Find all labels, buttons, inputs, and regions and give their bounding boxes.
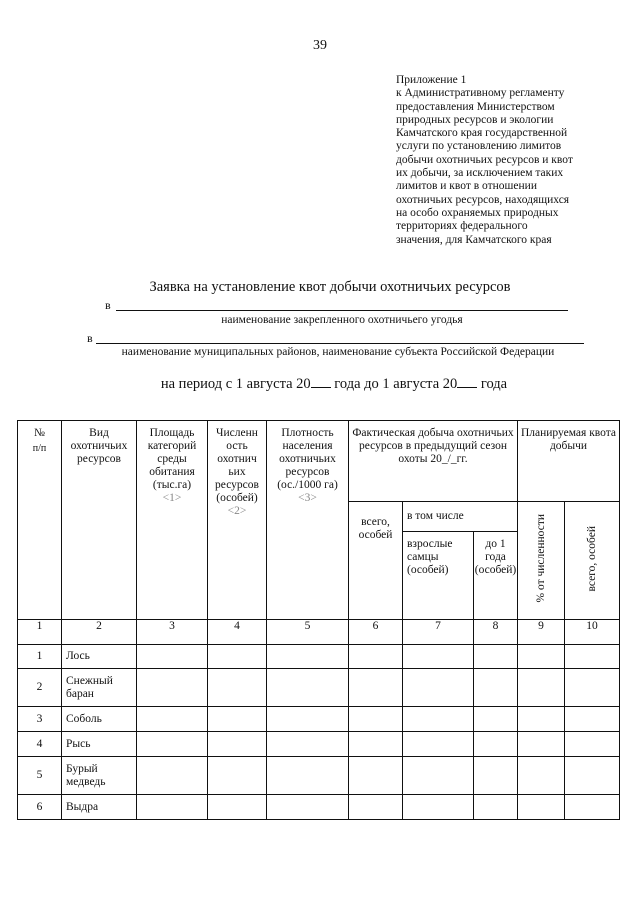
year-start-blank[interactable] — [311, 375, 331, 388]
input-cell[interactable] — [208, 757, 267, 795]
row-number: 5 — [18, 757, 62, 795]
appendix-line: предоставления Министерством — [396, 100, 555, 113]
input-cell[interactable] — [565, 732, 620, 757]
input-cell[interactable] — [518, 707, 565, 732]
column-number: 4 — [208, 620, 267, 645]
table-row — [18, 707, 620, 732]
appendix-line: территориях федерального — [396, 220, 528, 233]
table-row — [18, 645, 620, 669]
input-cell[interactable] — [403, 795, 474, 820]
input-cell[interactable] — [474, 707, 518, 732]
input-cell[interactable] — [403, 732, 474, 757]
input-cell[interactable] — [518, 795, 565, 820]
input-cell[interactable] — [349, 707, 403, 732]
input-cell[interactable] — [267, 707, 349, 732]
period-text-start: на период с 1 августа 20 — [160, 376, 311, 392]
input-cell[interactable] — [267, 732, 349, 757]
number-sub: п/п — [32, 443, 47, 454]
species-name: Снежный баран — [62, 669, 137, 707]
input-cell[interactable] — [137, 645, 208, 669]
input-cell[interactable] — [208, 645, 267, 669]
header-percent-of-count — [518, 502, 565, 620]
municipal-district-caption: наименование муниципальных районов, наименование субъекта Российской Федерации — [121, 346, 555, 358]
species-name: Бурый медведь — [62, 757, 137, 795]
table-row — [18, 669, 620, 707]
input-cell[interactable] — [349, 795, 403, 820]
percent-label: % от численности — [534, 514, 547, 603]
header-density-label: Плотность населения охотничьих ресурсов (ос./1000 га) — [277, 427, 338, 491]
page-number: 39 — [313, 38, 327, 53]
input-cell[interactable] — [267, 757, 349, 795]
input-cell[interactable] — [565, 795, 620, 820]
column-number: 10 — [565, 620, 620, 645]
row-number: 1 — [18, 645, 62, 669]
input-cell[interactable] — [474, 757, 518, 795]
input-cell[interactable] — [137, 732, 208, 757]
appendix-line: добычи охотничьих ресурсов и квот — [396, 153, 573, 166]
municipal-district-field[interactable] — [96, 329, 584, 344]
header-planned-total — [565, 502, 620, 620]
input-cell[interactable] — [403, 757, 474, 795]
hunting-ground-caption: наименование закрепленного охотничьего угодья — [221, 314, 463, 326]
appendix-line: их добычи, за исключением таких — [396, 167, 564, 180]
period-text-middle: года до 1 августа 20 — [330, 376, 458, 392]
appendix-note — [396, 74, 611, 247]
species-name: Лось — [62, 645, 137, 669]
input-cell[interactable] — [565, 669, 620, 707]
input-cell[interactable] — [137, 795, 208, 820]
table-row — [18, 732, 620, 757]
header-count-label: Численн ость охотнич ьих ресурсов (особей) — [215, 427, 259, 504]
header-area-label: Площадь категорий среды обитания (тыс.га) — [147, 427, 197, 491]
input-cell[interactable] — [208, 669, 267, 707]
field2-prefix: в — [87, 331, 93, 345]
input-cell[interactable] — [565, 707, 620, 732]
appendix-line: услуги по установлению лимитов — [396, 140, 562, 153]
header-planned-quota: Планируемая квота добычи — [518, 421, 620, 502]
appendix-line: лимитов и квот в отношении — [396, 180, 537, 193]
header-count — [208, 421, 267, 620]
input-cell[interactable] — [267, 645, 349, 669]
column-number: 2 — [62, 620, 137, 645]
input-cell[interactable] — [474, 795, 518, 820]
input-cell[interactable] — [403, 645, 474, 669]
input-cell[interactable] — [349, 645, 403, 669]
table-row — [18, 757, 620, 795]
appendix-line: природных ресурсов и экологии — [396, 113, 554, 126]
input-cell[interactable] — [137, 757, 208, 795]
column-number: 3 — [137, 620, 208, 645]
field1-prefix: в — [105, 298, 111, 312]
input-cell[interactable] — [208, 795, 267, 820]
input-cell[interactable] — [518, 645, 565, 669]
footnote-ref-2: <2> — [227, 505, 247, 517]
input-cell[interactable] — [403, 669, 474, 707]
column-number: 5 — [267, 620, 349, 645]
header-area — [137, 421, 208, 620]
input-cell[interactable] — [349, 669, 403, 707]
appendix-line: Приложение 1 — [396, 74, 467, 86]
row-number: 4 — [18, 732, 62, 757]
species-name: Выдра — [62, 795, 137, 820]
footnote-ref-1: <1> — [162, 492, 182, 504]
row-number: 2 — [18, 669, 62, 707]
species-name: Соболь — [62, 707, 137, 732]
header-actual-harvest: Фактическая добыча охотничьих ресурсов в предыдущий сезон охоты 20_/_гг. — [349, 421, 518, 502]
header-number — [18, 421, 62, 620]
input-cell[interactable] — [403, 707, 474, 732]
input-cell[interactable] — [349, 732, 403, 757]
appendix-line: Камчатского края государственной — [396, 127, 568, 140]
input-cell[interactable] — [208, 732, 267, 757]
column-number: 7 — [403, 620, 474, 645]
appendix-line: охотничьих ресурсов, находящихся — [396, 193, 570, 206]
input-cell[interactable] — [474, 732, 518, 757]
species-name: Рысь — [62, 732, 137, 757]
input-cell[interactable] — [565, 757, 620, 795]
column-number: 1 — [18, 620, 62, 645]
column-number: 6 — [349, 620, 403, 645]
input-cell[interactable] — [208, 707, 267, 732]
input-cell[interactable] — [518, 732, 565, 757]
header-under-one-year: до 1 года (особей) — [474, 532, 518, 620]
header-species: Вид охотничьих ресурсов — [62, 421, 137, 620]
input-cell[interactable] — [137, 669, 208, 707]
quota-table — [17, 420, 620, 820]
input-cell[interactable] — [267, 795, 349, 820]
planned-total-label: всего, особей — [585, 525, 598, 592]
input-cell[interactable] — [137, 707, 208, 732]
header-density — [267, 421, 349, 620]
appendix-line: на особо охраняемых природных — [396, 206, 559, 219]
row-number: 3 — [18, 707, 62, 732]
table-row — [18, 795, 620, 820]
document-title: Заявка на установление квот добычи охотничьих ресурсов — [149, 279, 511, 295]
input-cell[interactable] — [565, 645, 620, 669]
input-cell[interactable] — [474, 645, 518, 669]
period-text-end: года — [477, 376, 508, 392]
input-cell[interactable] — [267, 669, 349, 707]
appendix-line: значения, для Камчатского края — [396, 233, 552, 246]
year-end-blank[interactable] — [457, 375, 477, 388]
input-cell[interactable] — [518, 757, 565, 795]
header-actual-total: всего, особей — [349, 502, 403, 620]
number-symbol: № — [34, 427, 45, 439]
header-including: в том числе — [403, 502, 518, 532]
input-cell[interactable] — [474, 669, 518, 707]
column-number: 9 — [518, 620, 565, 645]
row-number: 6 — [18, 795, 62, 820]
input-cell[interactable] — [349, 757, 403, 795]
header-adult-males: взрослые самцы (особей) — [403, 532, 474, 620]
hunting-ground-field[interactable] — [116, 296, 568, 311]
footnote-ref-3: <3> — [298, 492, 317, 504]
appendix-line: к Административному регламенту — [396, 87, 565, 100]
column-number: 8 — [474, 620, 518, 645]
input-cell[interactable] — [518, 669, 565, 707]
period-line — [0, 375, 640, 393]
